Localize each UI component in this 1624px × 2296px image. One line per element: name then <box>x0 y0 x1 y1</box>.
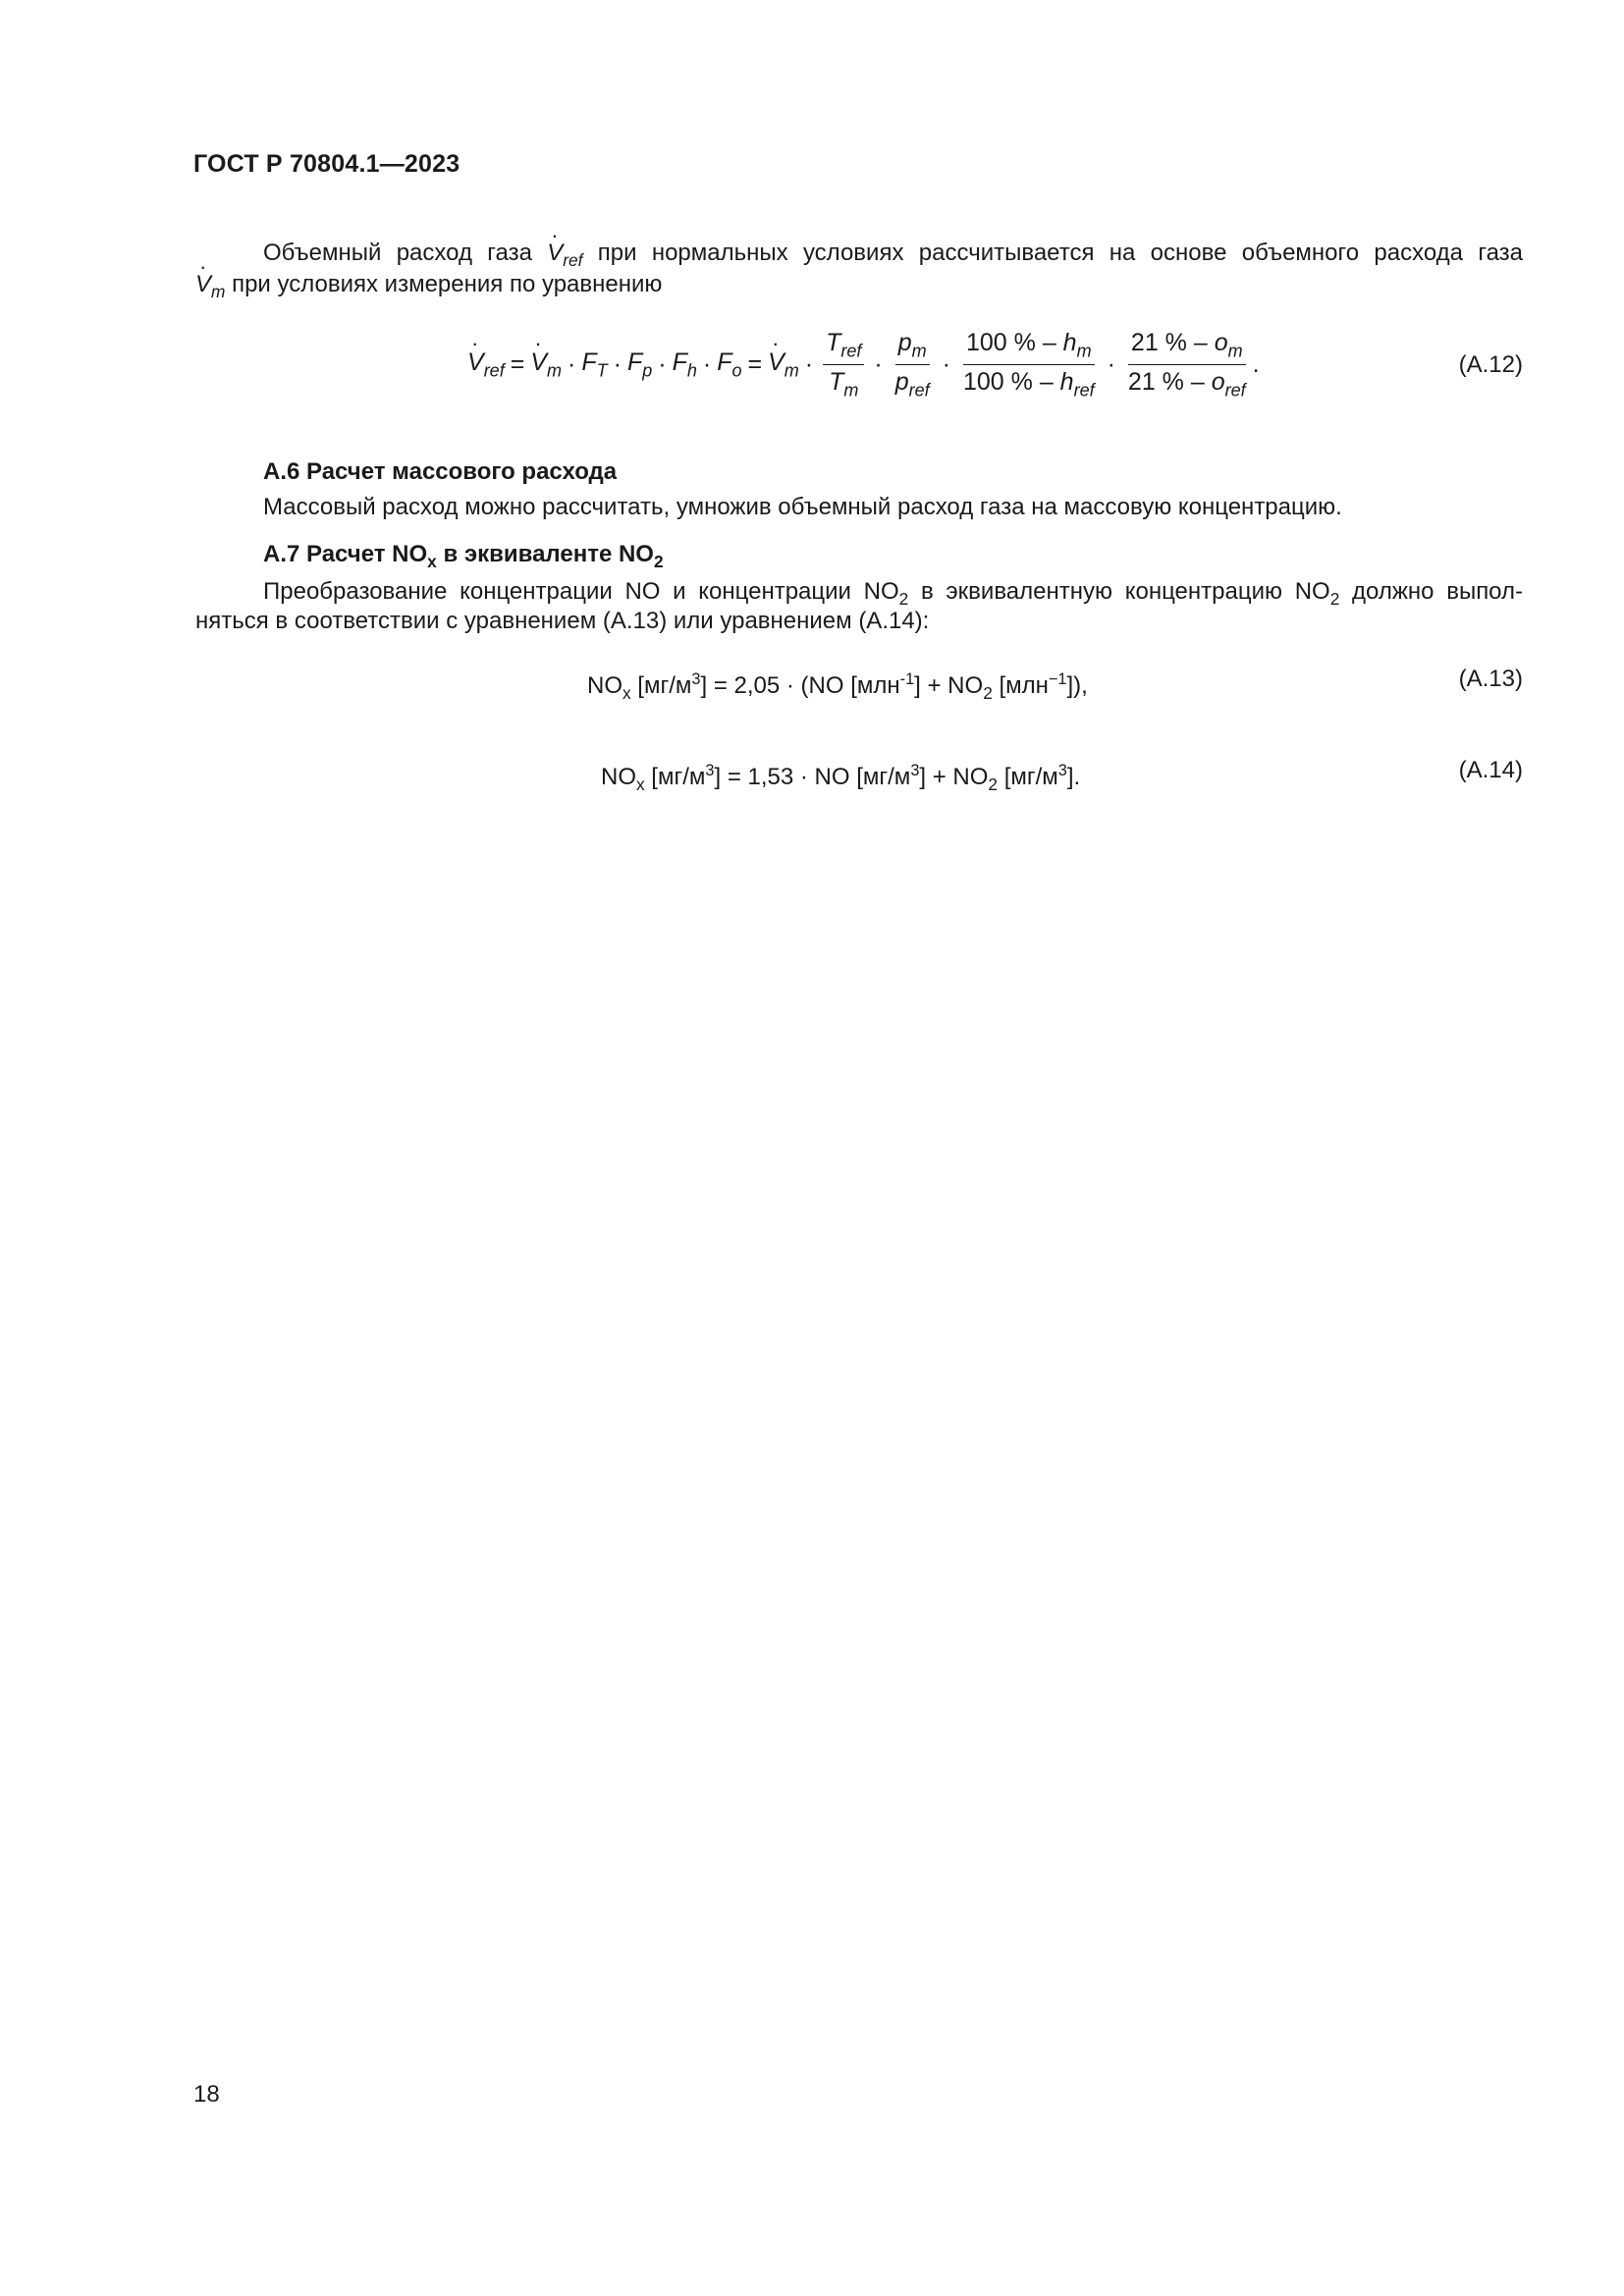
a13-p3-sup: -1 <box>899 670 915 688</box>
eq-dot: · <box>804 350 814 379</box>
a13-p1-sub: x <box>623 683 631 704</box>
equation-a13 <box>587 665 1088 708</box>
section-a6-heading: A.6 Расчет массового расхода <box>263 458 618 485</box>
eq-end-period: . <box>1252 350 1260 379</box>
a13-p5: [млн <box>992 671 1049 699</box>
intro-text-a: Объемный расход газа <box>263 240 532 266</box>
equation-number-a12: (A.12) <box>1458 351 1523 378</box>
section-a7-line-2: няться в соответствии с уравнением (A.13) или уравнением (A.14): <box>195 608 930 634</box>
a14-p1: NO <box>601 763 636 790</box>
eq-fo-sub: o <box>731 360 742 381</box>
a7-line1-sub1: 2 <box>898 589 909 610</box>
frac-p-num: p <box>897 329 912 356</box>
frac-h-num-a: 100 % – <box>965 329 1063 356</box>
eq-dot: · <box>568 350 576 379</box>
a14-p2: [мг/м <box>644 763 706 790</box>
frac-p-num-sub: m <box>911 341 927 361</box>
eq-fh-sub: h <box>686 360 697 381</box>
eq-ft-sub: T <box>596 360 608 381</box>
frac-o-den-b: o <box>1211 368 1225 397</box>
eq-dot: · <box>1107 350 1115 379</box>
a14-p3: ] = 1,53 · NO [мг/м <box>714 763 911 790</box>
vref-subscript: ref <box>563 250 583 271</box>
equation-a12 <box>467 329 1260 401</box>
equation-number-a14: (A.14) <box>1458 757 1523 783</box>
equation-a14 <box>601 756 1080 799</box>
a13-p5-sup: −1 <box>1048 670 1067 688</box>
a14-p5: [мг/м <box>998 763 1058 790</box>
fraction-t <box>823 329 864 401</box>
section-a7-heading <box>263 541 664 572</box>
eq-f: F <box>672 348 687 377</box>
eq-dot: · <box>702 350 712 379</box>
a14-p3-sup: 3 <box>910 762 920 779</box>
a7-heading-sub2: 2 <box>653 552 664 572</box>
vref-symbol: · V <box>547 239 563 268</box>
eq-vm-sub: m <box>784 360 799 381</box>
a13-p2-sup: 3 <box>691 670 701 688</box>
eq-vm: · V <box>768 348 785 377</box>
section-a6-text: Массовый расход можно рассчитать, умножив объемный расход газа на массовую концентрацию. <box>263 494 1342 520</box>
eq-dot: · <box>874 350 883 379</box>
a7-line1-a: Преобразование концентрации NO и концентрации NO <box>263 578 899 605</box>
eq-f: F <box>581 348 597 377</box>
frac-t-num-sub: ref <box>840 341 862 361</box>
eq-equals-2: = <box>747 350 763 379</box>
page-number: 18 <box>193 2081 220 2108</box>
frac-o-num-b: o <box>1214 329 1228 356</box>
a7-heading-b: в эквиваленте NO <box>436 541 654 567</box>
frac-h-num-sub: m <box>1076 341 1092 361</box>
a7-line1-sub2: 2 <box>1329 589 1340 610</box>
intro-text-b: при нормальных условиях рассчитывается на основе объемного расхода газа <box>597 240 1523 266</box>
frac-t-den-sub: m <box>843 380 859 400</box>
a7-line1-c: должно выпол- <box>1339 578 1524 605</box>
eq-vm: · V <box>530 348 547 377</box>
a7-heading-a: A.7 Расчет NO <box>263 541 428 567</box>
a7-line1-b: в эквивалентную концентрацию NO <box>908 578 1330 605</box>
frac-t-num: T <box>826 329 841 356</box>
eq-vref: · V <box>467 348 484 377</box>
eq-dot: · <box>658 350 667 379</box>
frac-t-den: T <box>829 368 844 397</box>
intro-text-c: при условиях измерения по уравнению <box>232 271 663 297</box>
a14-p4-sub: 2 <box>988 774 999 795</box>
fraction-p <box>893 329 933 401</box>
eq-vref-sub: ref <box>483 360 505 381</box>
eq-vm-sub: m <box>547 360 562 381</box>
eq-f: F <box>626 348 643 377</box>
fraction-h <box>960 329 1098 401</box>
a13-p2: [мг/м <box>630 671 692 699</box>
eq-fp-sub: p <box>642 360 653 381</box>
a13-p3: ] = 2,05 · (NO [млн <box>700 671 900 699</box>
intro-line-2 <box>195 270 662 306</box>
fraction-o <box>1125 329 1249 401</box>
eq-f: F <box>717 348 732 377</box>
a14-p1-sub: x <box>636 774 645 795</box>
a14-p5-sup: 3 <box>1057 762 1067 779</box>
a14-p2-sup: 3 <box>705 762 715 779</box>
frac-h-num-b: h <box>1062 329 1077 356</box>
frac-p-den: p <box>894 368 909 397</box>
a13-p6: ]), <box>1066 671 1088 699</box>
frac-o-den-a: 21 % – <box>1127 368 1212 397</box>
equation-number-a13: (A.13) <box>1458 666 1523 692</box>
frac-h-den-b: h <box>1059 368 1074 397</box>
frac-h-den-sub: ref <box>1073 380 1095 400</box>
eq-dot: · <box>613 350 622 379</box>
a14-p4: ] + NO <box>919 763 989 790</box>
frac-p-den-sub: ref <box>908 380 930 400</box>
a7-heading-sub1: x <box>427 552 437 572</box>
a14-p6: ]. <box>1066 763 1081 790</box>
a13-p1: NO <box>587 671 623 699</box>
vm-symbol: · V <box>195 270 211 299</box>
frac-o-den-sub: ref <box>1224 380 1246 400</box>
a13-p4: ] + NO <box>914 671 984 699</box>
eq-equals-1: = <box>510 350 525 379</box>
frac-h-den-a: 100 % – <box>962 368 1060 397</box>
eq-dot: · <box>942 350 950 379</box>
a13-p4-sub: 2 <box>983 683 993 704</box>
vm-subscript: m <box>211 282 226 302</box>
frac-o-num-sub: m <box>1227 341 1243 361</box>
document-header: ГОСТ Р 70804.1—2023 <box>193 150 460 178</box>
frac-o-num-a: 21 % – <box>1130 329 1215 356</box>
